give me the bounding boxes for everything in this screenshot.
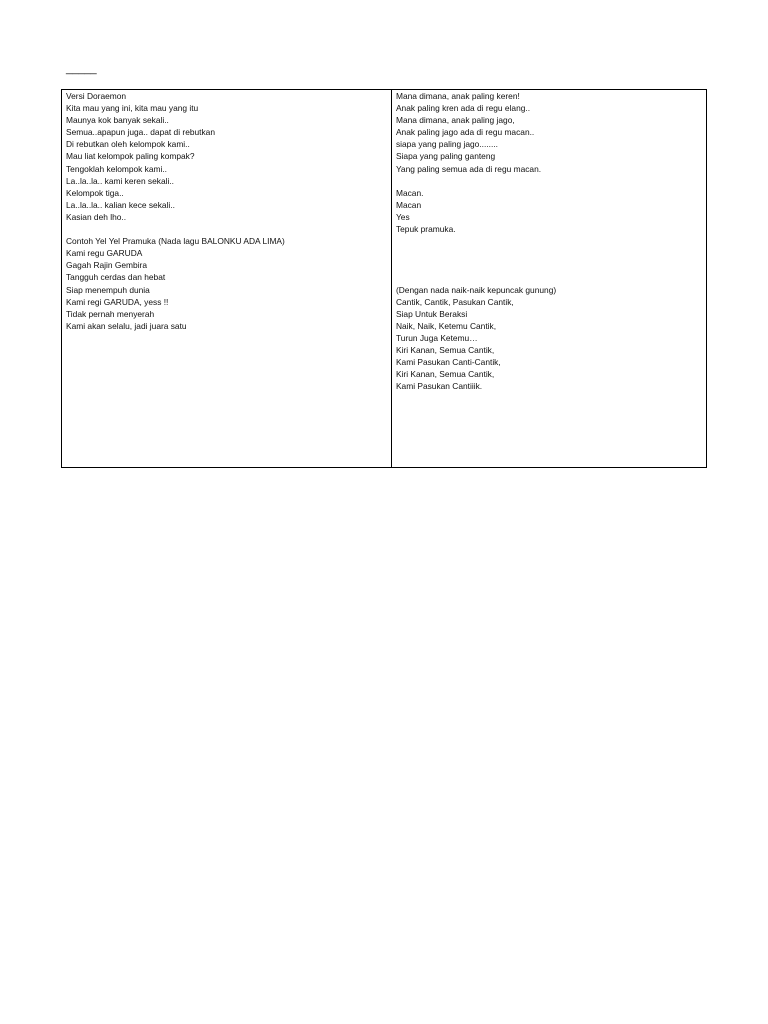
text-line: Anak paling kren ada di regu elang.. [395,103,531,114]
text-line: Kami akan selalu, jadi juara satu [66,320,187,331]
text-line: Macan. [395,187,424,198]
text-line: siapa yang paling jago........ [395,139,498,150]
text-line: Di rebutkan oleh kelompok kami.. [66,139,190,150]
text-line: (Dengan nada naik-naik kepuncak gunung) [395,284,557,295]
header-rule: _____ [66,63,97,75]
text-line: Siap menempuh dunia [66,284,150,295]
text-line: Tengoklah kelompok kami.. [66,163,168,174]
right-column [392,90,706,467]
text-line: Mau liat kelompok paling kompak? [66,151,195,162]
text-line: Mana dimana, anak paling keren! [395,91,520,101]
text-line: Siapa yang paling ganteng [395,151,496,162]
blank-line [396,259,706,271]
text-line: Kami regi GARUDA, yess !! [66,296,169,307]
text-line: Semua..apapun juga.. dapat di rebutkan [66,127,215,138]
text-line: La..la..la.. kami keren sekali.. [66,175,174,186]
text-line: Gagah Rajin Gembira [66,260,147,271]
blank-line [396,247,706,259]
text-line: Mana dimana, anak paling jago, [395,115,515,126]
blank-line [396,235,706,247]
text-line: Tangguh cerdas dan hebat [66,272,166,283]
text-line: Kami Pasukan Cantiiik. [395,381,483,392]
text-line: Kami regu GARUDA [66,248,143,259]
text-line: Yes [395,211,410,222]
text-line: Naik, Naik, Ketemu Cantik, [395,320,497,331]
text-line: Kiri Kanan, Semua Cantik, [395,344,495,355]
text-line: Turun Juga Ketemu… [395,332,478,343]
text-line: Kita mau yang ini, kita mau yang itu [66,103,199,114]
text-line: Yang paling semua ada di regu macan. [395,163,542,174]
text-line: Kiri Kanan, Semua Cantik, [395,369,495,380]
text-line: Tepuk pramuka. [395,224,456,235]
text-line: Contoh Yel Yel Pramuka (Nada lagu BALONKU ADA LIMA) [66,236,285,247]
text-line: Siap Untuk Beraksi [395,308,468,319]
text-line: Tidak pernah menyerah [66,308,155,319]
left-column [62,90,392,467]
text-line: Kelompok tiga.. [66,187,124,198]
blank-line [396,175,706,187]
blank-line [396,271,706,283]
text-line: Kasian deh lho.. [66,211,127,222]
text-line: Maunya kok banyak sekali.. [66,115,169,126]
lyrics-table [61,89,707,468]
text-line: La..la..la.. kalian kece sekali.. [66,199,175,210]
text-line: Cantik, Cantik, Pasukan Cantik, [395,296,514,307]
text-line: Versi Doraemon [66,91,127,101]
text-line: Kami Pasukan Canti-Cantik, [395,357,501,368]
blank-line [66,223,391,235]
text-line: Macan [395,199,422,210]
text-line: Anak paling jago ada di regu macan.. [395,127,535,138]
